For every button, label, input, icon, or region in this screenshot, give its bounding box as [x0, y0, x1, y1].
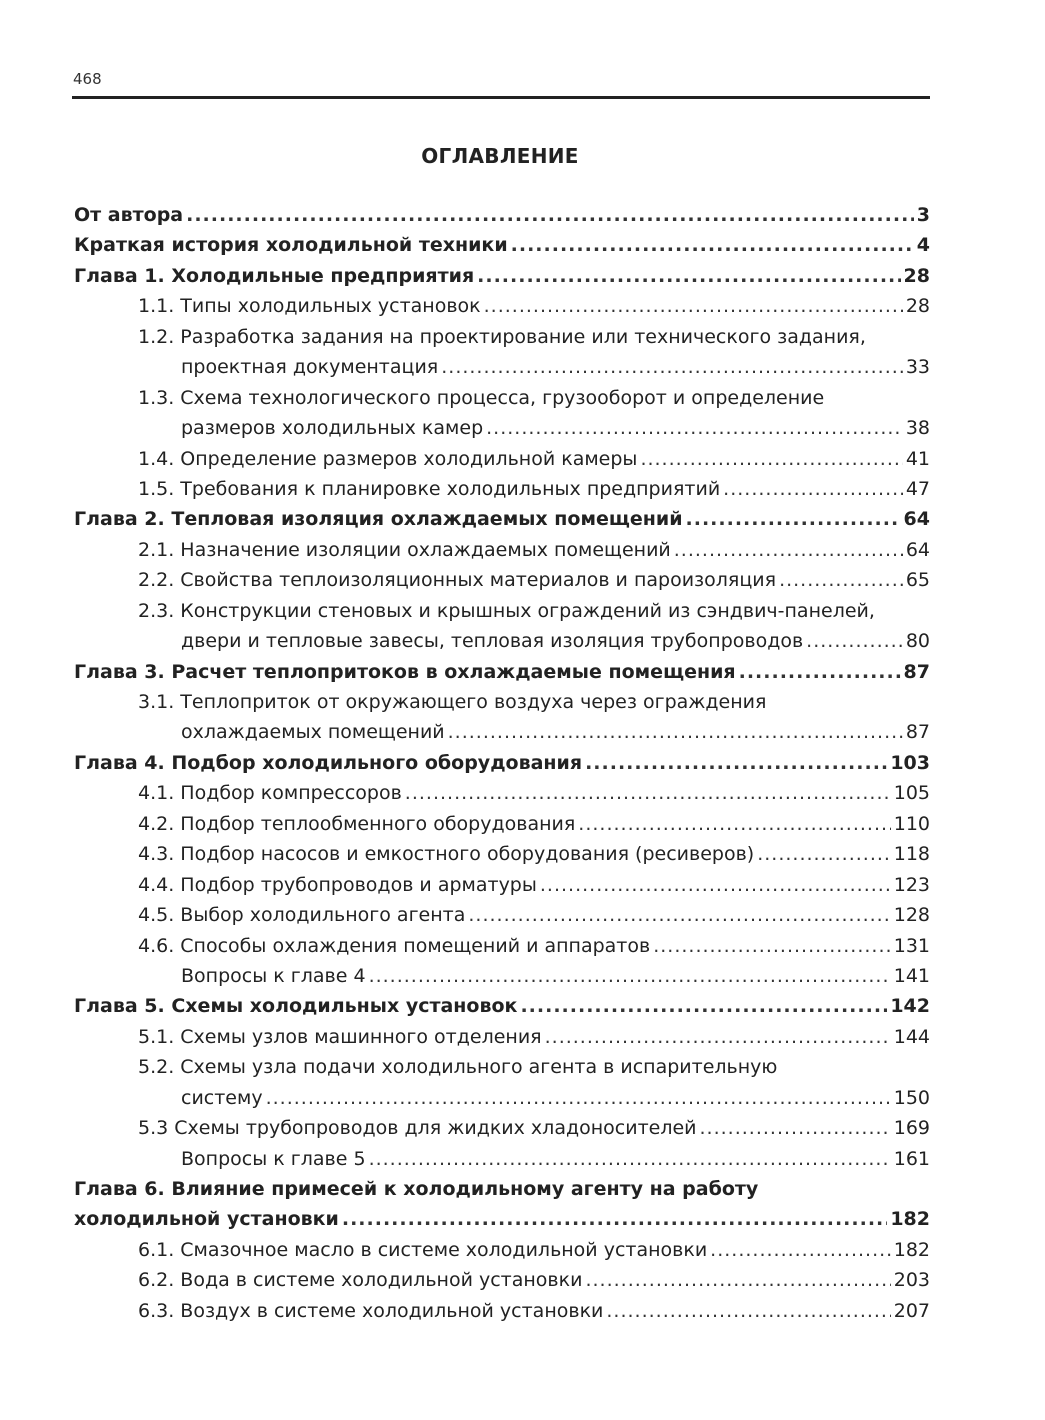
toc-entry-title: 1.3. Схема технологического процесса, грузооборот и определение: [138, 386, 825, 409]
dot-leader: [342, 1204, 887, 1234]
toc-entry-title: 6.3. Воздух в системе холодильной установки: [138, 1299, 604, 1322]
page-title: ОГЛАВЛЕНИЕ: [421, 144, 579, 168]
toc-entry-title: Глава 3. Расчет теплопритоков в охлаждаемые помещения: [74, 660, 736, 683]
toc-section-entry[interactable]: [74, 1052, 930, 1082]
dot-leader: [186, 200, 914, 230]
toc-chapter-entry[interactable]: [74, 200, 930, 230]
toc-section-entry[interactable]: [74, 444, 930, 474]
dot-leader: [686, 504, 901, 534]
dot-leader: [640, 444, 902, 474]
toc-entry-title: 5.2. Схемы узла подачи холодильного агента в испарительную: [138, 1056, 778, 1079]
dot-leader: [545, 1022, 891, 1052]
toc-entry-title: 3.1. Теплоприток от окружающего воздуха через ограждения: [138, 691, 767, 713]
toc-entry-title: охлаждаемых помещений: [181, 721, 445, 744]
toc-chapter-entry[interactable]: [74, 657, 930, 687]
toc-section-entry[interactable]: [74, 961, 930, 991]
dot-leader: [511, 230, 914, 260]
toc-page-number: 28: [905, 295, 930, 318]
toc-page-number: 41: [905, 447, 930, 470]
toc-chapter-entry[interactable]: [74, 1174, 930, 1204]
toc-section-entry[interactable]: [74, 291, 930, 321]
toc-page-number: 131: [893, 934, 930, 957]
dot-leader: [468, 900, 890, 930]
toc-page-number: 182: [893, 1238, 930, 1261]
toc-page-number: 64: [905, 538, 930, 561]
dot-leader: [369, 961, 891, 991]
toc-entry-title: Глава 1. Холодильные предприятия: [74, 264, 475, 287]
toc-entry-title: Вопросы к главе 5: [181, 1147, 366, 1170]
toc-entry-title: Краткая история холодильной техники: [74, 234, 508, 257]
toc-page-number: 87: [905, 721, 930, 744]
toc-section-entry[interactable]: [74, 1022, 930, 1052]
toc-entry-title: 4.6. Способы охлаждения помещений и аппаратов: [138, 934, 651, 957]
toc-page-number: 33: [905, 356, 930, 379]
toc-entry-title: 1.5. Требования к планировке холодильных предприятий: [138, 477, 721, 500]
dot-leader: [448, 717, 903, 747]
toc-entry-title: размеров холодильных камер: [181, 417, 484, 440]
toc-section-entry[interactable]: [74, 778, 930, 808]
toc-chapter-entry[interactable]: [74, 230, 930, 260]
toc-section-entry[interactable]: [74, 717, 930, 747]
toc-page-number: 4: [916, 234, 930, 257]
toc-entry-title: 1.4. Определение размеров холодильной камеры: [138, 447, 638, 470]
toc-entry-title: 1.1. Типы холодильных установок: [138, 295, 481, 318]
dot-leader: [477, 261, 900, 291]
toc-entry-title: 6.1. Смазочное масло в системе холодильной установки: [138, 1238, 708, 1261]
dot-leader: [405, 778, 891, 808]
dot-leader: [723, 474, 903, 504]
dot-leader: [484, 291, 903, 321]
toc-entry-title: 5.3 Схемы трубопроводов для жидких хладоносителей: [138, 1117, 697, 1140]
toc-entry-title: Глава 5. Схемы холодильных установок: [74, 995, 518, 1018]
toc-section-entry[interactable]: [74, 1083, 930, 1113]
toc-chapter-entry[interactable]: [74, 991, 930, 1021]
dot-leader: [540, 870, 891, 900]
toc-section-entry[interactable]: [74, 870, 930, 900]
toc-section-entry[interactable]: [74, 931, 930, 961]
toc-page-number: 3: [916, 204, 930, 226]
toc-page-number: 207: [893, 1299, 930, 1322]
toc-entry-title: 4.3. Подбор насосов и емкостного оборудования (ресиверов): [138, 843, 755, 866]
toc-page-number: 118: [893, 843, 930, 866]
dot-leader: [806, 626, 903, 656]
table-of-contents: [74, 200, 930, 1326]
toc-page-number: 103: [890, 751, 930, 774]
toc-section-entry[interactable]: [74, 1144, 930, 1174]
toc-page-number: 65: [905, 569, 930, 592]
toc-entry-title: Глава 6. Влияние примесей к холодильному агенту на работу: [74, 1178, 759, 1200]
dot-leader: [578, 809, 890, 839]
toc-entry-title: 6.2. Вода в системе холодильной установки: [138, 1269, 583, 1292]
toc-entry-title: 4.4. Подбор трубопроводов и арматуры: [138, 873, 537, 896]
dot-leader: [441, 352, 903, 382]
dot-leader: [674, 535, 903, 565]
toc-page-number: 110: [893, 812, 930, 835]
toc-page-number: 142: [890, 995, 930, 1018]
toc-page-number: 169: [893, 1117, 930, 1140]
toc-entry-title: 4.2. Подбор теплообменного оборудования: [138, 812, 576, 835]
dot-leader: [710, 1235, 891, 1265]
toc-page-number: 105: [893, 782, 930, 805]
toc-section-entry[interactable]: [74, 626, 930, 656]
toc-entry-title: 2.2. Свойства теплоизоляционных материалов и пароизоляция: [138, 569, 777, 592]
toc-page-number: 128: [893, 904, 930, 927]
dot-leader: [369, 1144, 891, 1174]
toc-entry-title: двери и тепловые завесы, тепловая изоляция трубопроводов: [181, 630, 804, 653]
toc-entry-title: 1.2. Разработка задания на проектирование или технического задания,: [138, 325, 866, 348]
toc-section-entry[interactable]: [74, 352, 930, 382]
dot-leader: [653, 931, 891, 961]
toc-entry-title: Глава 2. Тепловая изоляция охлаждаемых помещений: [74, 508, 683, 531]
toc-page-number: 150: [893, 1086, 930, 1109]
toc-entry-title: 5.1. Схемы узлов машинного отделения: [138, 1025, 542, 1048]
toc-page-number: 161: [893, 1147, 930, 1170]
toc-section-entry[interactable]: [74, 1296, 930, 1326]
dot-leader: [606, 1296, 890, 1326]
toc-section-entry[interactable]: [74, 687, 930, 717]
dot-leader: [739, 657, 901, 687]
toc-entry-title: От автора: [74, 204, 184, 226]
toc-chapter-entry[interactable]: [74, 261, 930, 291]
dot-leader: [700, 1113, 891, 1143]
toc-page-number: 80: [905, 630, 930, 653]
dot-leader: [585, 748, 887, 778]
toc-section-entry[interactable]: [74, 413, 930, 443]
page-number: 468: [73, 70, 102, 88]
toc-section-entry[interactable]: [74, 322, 930, 352]
toc-entry-title: 2.1. Назначение изоляции охлаждаемых помещений: [138, 538, 671, 561]
toc-section-entry[interactable]: [74, 1113, 930, 1143]
toc-entry-title: проектная документация: [181, 356, 439, 379]
toc-page-number: 144: [893, 1025, 930, 1048]
dot-leader: [779, 565, 903, 595]
toc-section-entry[interactable]: [74, 383, 930, 413]
toc-chapter-entry[interactable]: [74, 504, 930, 534]
dot-leader: [585, 1265, 890, 1295]
toc-section-entry[interactable]: [74, 535, 930, 565]
toc-page-number: 182: [890, 1208, 930, 1231]
toc-section-entry[interactable]: [74, 1235, 930, 1265]
toc-page-number: 64: [903, 508, 930, 531]
toc-page-number: 38: [905, 417, 930, 440]
toc-page-number: 141: [893, 964, 930, 987]
dot-leader: [757, 839, 891, 869]
toc-page-number: 123: [893, 873, 930, 896]
toc-entry-title: холодильной установки: [74, 1208, 339, 1231]
toc-section-entry[interactable]: [74, 1265, 930, 1295]
toc-entry-title: Глава 4. Подбор холодильного оборудования: [74, 751, 583, 774]
dot-leader: [520, 991, 887, 1021]
toc-section-entry[interactable]: [74, 839, 930, 869]
toc-page-number: 87: [903, 660, 930, 683]
toc-section-entry[interactable]: [74, 565, 930, 595]
dot-leader: [266, 1083, 891, 1113]
toc-section-entry[interactable]: [74, 809, 930, 839]
toc-chapter-entry[interactable]: [74, 748, 930, 778]
toc-page-number: 28: [903, 264, 930, 287]
header-rule: [72, 96, 930, 99]
toc-entry-title: систему: [181, 1086, 263, 1109]
toc-page-number: 203: [893, 1269, 930, 1292]
toc-entry-title: Вопросы к главе 4: [181, 964, 366, 987]
toc-entry-title: 4.5. Выбор холодильного агента: [138, 904, 466, 927]
toc-section-entry[interactable]: [74, 474, 930, 504]
toc-page-number: 47: [905, 477, 930, 500]
toc-section-entry[interactable]: [74, 900, 930, 930]
dot-leader: [486, 413, 903, 443]
toc-chapter-entry[interactable]: [74, 1204, 930, 1234]
toc-section-entry[interactable]: [74, 596, 930, 626]
toc-entry-title: 4.1. Подбор компрессоров: [138, 782, 402, 805]
toc-entry-title: 2.3. Конструкции стеновых и крышных ограждений из сэндвич-панелей,: [138, 599, 875, 622]
